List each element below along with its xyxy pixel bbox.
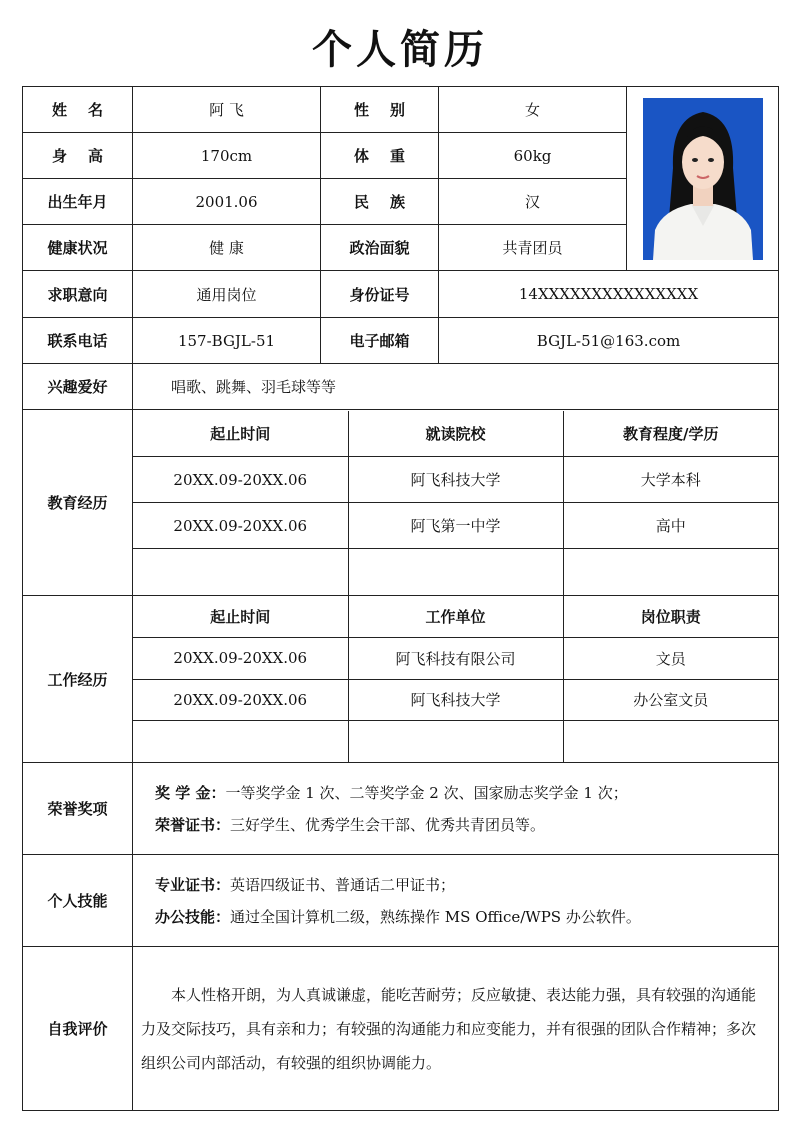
pro-cert-value: 英语四级证书、普通话二甲证书； <box>230 875 456 894</box>
political-label: 政治面貌 <box>321 225 439 271</box>
weight-value: 60kg <box>439 133 627 179</box>
honors-label: 荣誉奖项 <box>23 763 133 855</box>
political-value: 共青团员 <box>439 225 627 271</box>
cert-value: 三好学生、优秀学生会干部、优秀共青团员等。 <box>230 815 546 834</box>
height-label: 身高 <box>23 133 133 179</box>
self-eval-text: 本人性格开朗，为人真诚谦虚，能吃苦耐劳；反应敏捷、表达能力强，具有较强的沟通能力及交际技巧，具有亲和力；有较强的沟通能力和应变能力，并有很强的团队合作精神；多次组织公司内部活动，有较强的组织协调能力。 <box>133 947 779 1111</box>
table-row <box>133 720 778 762</box>
edu-school: 阿飞第一中学 <box>348 503 563 549</box>
pro-cert-label: 专业证书： <box>155 875 231 894</box>
portrait-image <box>643 98 763 260</box>
office-skill-label: 办公技能： <box>155 907 231 926</box>
phone-label: 联系电话 <box>23 318 133 364</box>
honors-content <box>133 763 779 855</box>
edu-period <box>133 549 348 595</box>
work-label: 工作经历 <box>23 596 133 763</box>
name-label: 姓名 <box>23 87 133 133</box>
edu-school <box>348 549 563 595</box>
birth-label: 出生年月 <box>23 179 133 225</box>
education-table <box>133 411 778 595</box>
phone-value: 157-BGJL-51 <box>133 318 321 364</box>
edu-header-period: 起止时间 <box>133 411 348 457</box>
table-row <box>133 679 778 720</box>
photo-cell <box>627 87 779 271</box>
work-period: 20XX.09-20XX.06 <box>133 679 348 720</box>
edu-degree: 大学本科 <box>563 457 778 503</box>
work-period <box>133 720 348 762</box>
work-company: 阿飞科技大学 <box>348 679 563 720</box>
hobby-label: 兴趣爱好 <box>23 364 133 410</box>
scholarship-value: 一等奖学金 1 次、二等奖学金 2 次、国家励志奖学金 1 次； <box>225 783 628 802</box>
table-row <box>133 457 778 503</box>
skills-content <box>133 855 779 947</box>
id-value: 14XXXXXXXXXXXXXXX <box>439 271 779 318</box>
edu-degree <box>563 549 778 595</box>
gender-value: 女 <box>439 87 627 133</box>
birth-value: 2001.06 <box>133 179 321 225</box>
skills-label: 个人技能 <box>23 855 133 947</box>
work-header-duty: 岗位职责 <box>563 596 778 637</box>
job-label: 求职意向 <box>23 271 133 318</box>
name-value: 阿 飞 <box>133 87 321 133</box>
ethnic-value: 汉 <box>439 179 627 225</box>
email-value: BGJL-51@163.com <box>439 318 779 364</box>
office-skill-value: 通过全国计算机二级，熟练操作 MS Office/WPS 办公软件。 <box>230 907 641 926</box>
work-header-period: 起止时间 <box>133 596 348 637</box>
height-value: 170cm <box>133 133 321 179</box>
hobby-value: 唱歌、跳舞、羽毛球等等 <box>133 364 779 410</box>
table-row <box>133 637 778 679</box>
edu-school: 阿飞科技大学 <box>348 457 563 503</box>
email-label: 电子邮箱 <box>321 318 439 364</box>
cert-label: 荣誉证书： <box>155 815 231 834</box>
resume-table <box>22 86 779 1111</box>
work-table <box>133 596 778 762</box>
ethnic-label: 民族 <box>321 179 439 225</box>
edu-period: 20XX.09-20XX.06 <box>133 457 348 503</box>
table-row <box>133 503 778 549</box>
gender-label: 性别 <box>321 87 439 133</box>
work-duty <box>563 720 778 762</box>
job-value: 通用岗位 <box>133 271 321 318</box>
health-label: 健康状况 <box>23 225 133 271</box>
id-label: 身份证号 <box>321 271 439 318</box>
health-value: 健 康 <box>133 225 321 271</box>
work-company <box>348 720 563 762</box>
edu-header-school: 就读院校 <box>348 411 563 457</box>
table-row <box>133 549 778 595</box>
scholarship-label: 奖 学 金： <box>155 783 226 802</box>
weight-label: 体重 <box>321 133 439 179</box>
self-eval-label: 自我评价 <box>23 947 133 1111</box>
work-duty: 文员 <box>563 637 778 679</box>
profile-photo <box>643 98 763 260</box>
edu-period: 20XX.09-20XX.06 <box>133 503 348 549</box>
work-header-company: 工作单位 <box>348 596 563 637</box>
work-duty: 办公室文员 <box>563 679 778 720</box>
work-period: 20XX.09-20XX.06 <box>133 637 348 679</box>
work-company: 阿飞科技有限公司 <box>348 637 563 679</box>
edu-degree: 高中 <box>563 503 778 549</box>
education-label: 教育经历 <box>23 410 133 596</box>
page-title: 个人简历 <box>312 26 488 73</box>
edu-header-degree: 教育程度/学历 <box>563 411 778 457</box>
